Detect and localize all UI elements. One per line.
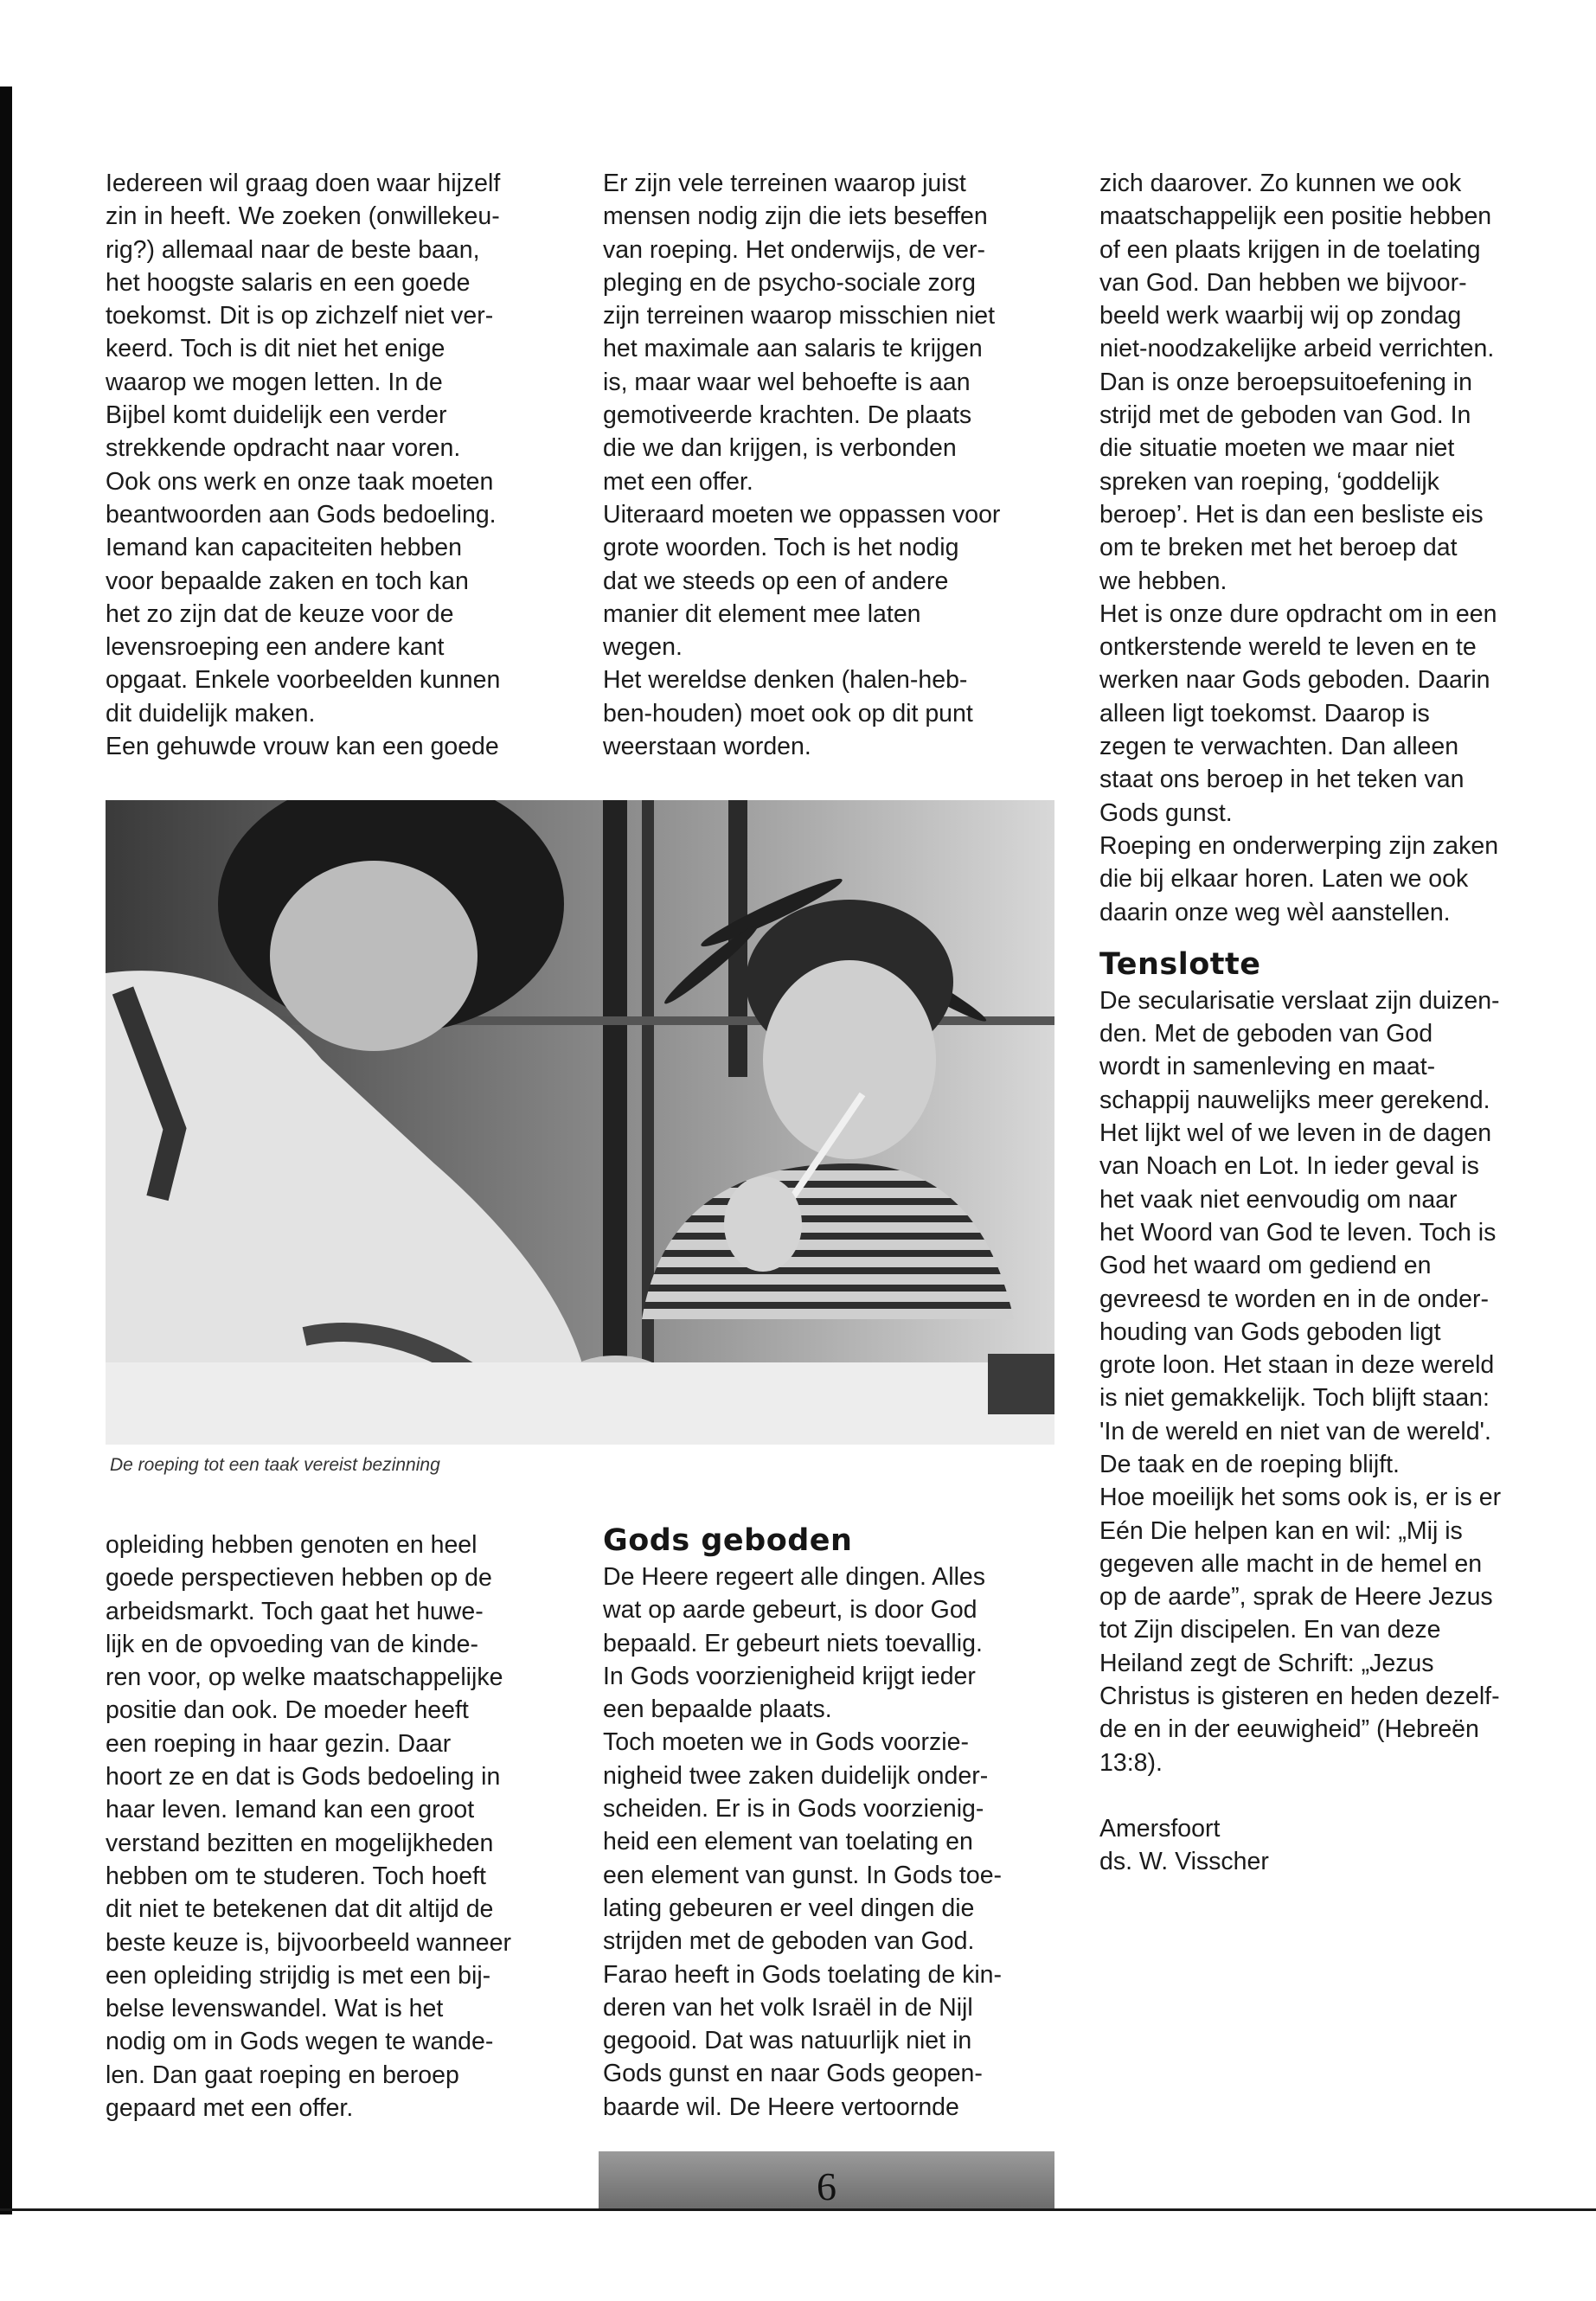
heading-gods-geboden: Gods geboden bbox=[603, 1523, 853, 1558]
column-3-bottom-text: De secularisatie verslaat zijn duizen- den. Met de geboden van God wordt in samenleving en maat- schappij nauwelijks meer gerekend. Het lijkt wel of we leven in de dagen van Noach en Lot. In ieder geval is het vaak niet eenvoudig om naar het Woord van God te leven. Toch is God het waard om gediend en gevreesd te worden en in de onder- houding van Gods geboden ligt grote loon. Het staan in deze wereld is niet gemakkelijk. Toch blijft staan: 'In de wereld en niet van de wereld'. De taak en de roeping blijft. Hoe moeilijk het soms ook is, er is er Eén Die helpen kan en wil: „Mij is gegeven alle macht in de hemel en op de aarde”, sprak de Heere Jezus tot Zijn discipelen. En van deze Heiland zegt de Schrift: „Jezus Christus is gisteren en heden dezelf- de en in der eeuwigheid” (Hebreën 13:8). bbox=[1099, 986, 1502, 1777]
signature-place: Amersfoort bbox=[1099, 1814, 1221, 1843]
column-1-top bbox=[106, 167, 555, 763]
photo-illustration bbox=[106, 800, 1054, 1445]
column-3 bbox=[1099, 167, 1571, 1879]
column-1-top-text: Iedereen wil graag doen waar hijzelf zin in heeft. We zoeken (onwillekeu- rig?) allemaal naar de beste baan, het hoogste salaris en een goede toekomst. Dit is op zichzelf niet ver- keerd. Toch is dit niet het enige waarop we mogen letten. In de Bijbel komt duidelijk een verder strekkende opdracht naar voren. Ook ons werk en onze taak moeten beantwoorden aan Gods bedoeling. Iemand kan capaciteiten hebben voor bepaalde zaken en toch kan het zo zijn dat de keuze voor de levensroeping een andere kant opgaat. Enkele voorbeelden kunnen dit duidelijk maken. Een gehuwde vrouw kan een goede bbox=[106, 170, 501, 761]
column-1-bottom bbox=[106, 1529, 555, 2125]
signature bbox=[1099, 1812, 1571, 1879]
heading-tenslotte: Tenslotte bbox=[1099, 946, 1261, 982]
bottom-rule bbox=[0, 2208, 1596, 2211]
signature-author: ds. W. Visscher bbox=[1099, 1848, 1269, 1876]
page-number: 6 bbox=[817, 2164, 836, 2208]
scan-edge-bar bbox=[0, 87, 12, 2214]
column-3-top-text: zich daarover. Zo kunnen we ook maatschappelijk een positie hebben of een plaats krijgen in de toelating van God. Dan hebben we bijvoor- beeld werk waarbij wij op zondag niet-noodzakelijke arbeid verrichten. Dan is onze beroepsuitoefening in strijd met de geboden van God. In die situatie moeten we maar niet spreken van roeping, ‘goddelijk beroep’. Het is dan een besliste eis om te breken met het beroep dat we hebben. Het is onze dure opdracht om in een ontkerstende wereld te leven en te werken naar Gods geboden. Daarin alleen ligt toekomst. Daarop is zegen te verwachten. Dan alleen staat ons beroep in het teken van Gods gunst. Roeping en onderwerping zijn zaken die bij elkaar horen. Laten we ook daarin onze weg wèl aanstellen. bbox=[1099, 170, 1499, 926]
article-photo bbox=[106, 800, 1054, 1445]
photo-caption: De roeping tot een taak vereist bezinning bbox=[110, 1455, 440, 1475]
column-2-bottom-text: De Heere regeert alle dingen. Alles wat op aarde gebeurt, is door God bepaald. Er gebeurt niets toevallig. In Gods voorzienigheid krijgt ieder een bepaalde plaats. Toch moeten we in Gods voorzie- nigheid twee zaken duidelijk onder- scheiden. Er is in Gods voorzienig- heid een element van toelating en een element van gunst. In Gods toe- lating gebeuren er veel dingen die strijden met de geboden van God. Farao heeft in Gods toelating de kin- deren van het volk Israël in de Nijl gegooid. Dat was natuurlijk niet in Gods gunst en naar Gods geopen- baarde wil. De Heere vertoornde bbox=[603, 1563, 1003, 2121]
column-1-bottom-text: opleiding hebben genoten en heel goede perspectieven hebben op de arbeidsmarkt. Toch gaat het huwe- lijk en de opvoeding van de kinde- ren voor, op welke maatschappelijke positie dan ook. De moeder heeft een roeping in haar gezin. Daar hoort ze en dat is Gods bedoeling in haar leven. Iemand kan een groot verstand bezitten en mogelijkheden hebben om te studeren. Toch hoeft dit niet te betekenen dat dit altijd de beste keuze is, bijvoorbeeld wanneer een opleiding strijdig is met een bij- belse levenswandel. Wat is het nodig om in Gods wegen te wande- len. Dan gaat roeping en beroep gepaard met een offer. bbox=[106, 1531, 511, 2123]
column-2-top bbox=[603, 167, 1074, 763]
column-2-top-text: Er zijn vele terreinen waarop juist mensen nodig zijn die iets beseffen van roeping. Het onderwijs, de ver- pleging en de psycho-sociale zorg zijn terreinen waarop misschien niet het maximale aan salaris te krijgen is, maar waar wel behoefte is aan gemotiveerde krachten. De plaats die we dan krijgen, is verbonden met een offer. Uiteraard moeten we oppassen voor grote woorden. Toch is het nodig dat we steeds op een of andere manier dit element mee laten wegen. Het wereldse denken (halen-heb- ben-houden) moet ook op dit punt weerstaan worden. bbox=[603, 170, 1001, 761]
column-2-bottom bbox=[603, 1521, 1074, 2124]
page-number-bar bbox=[599, 2151, 1054, 2208]
